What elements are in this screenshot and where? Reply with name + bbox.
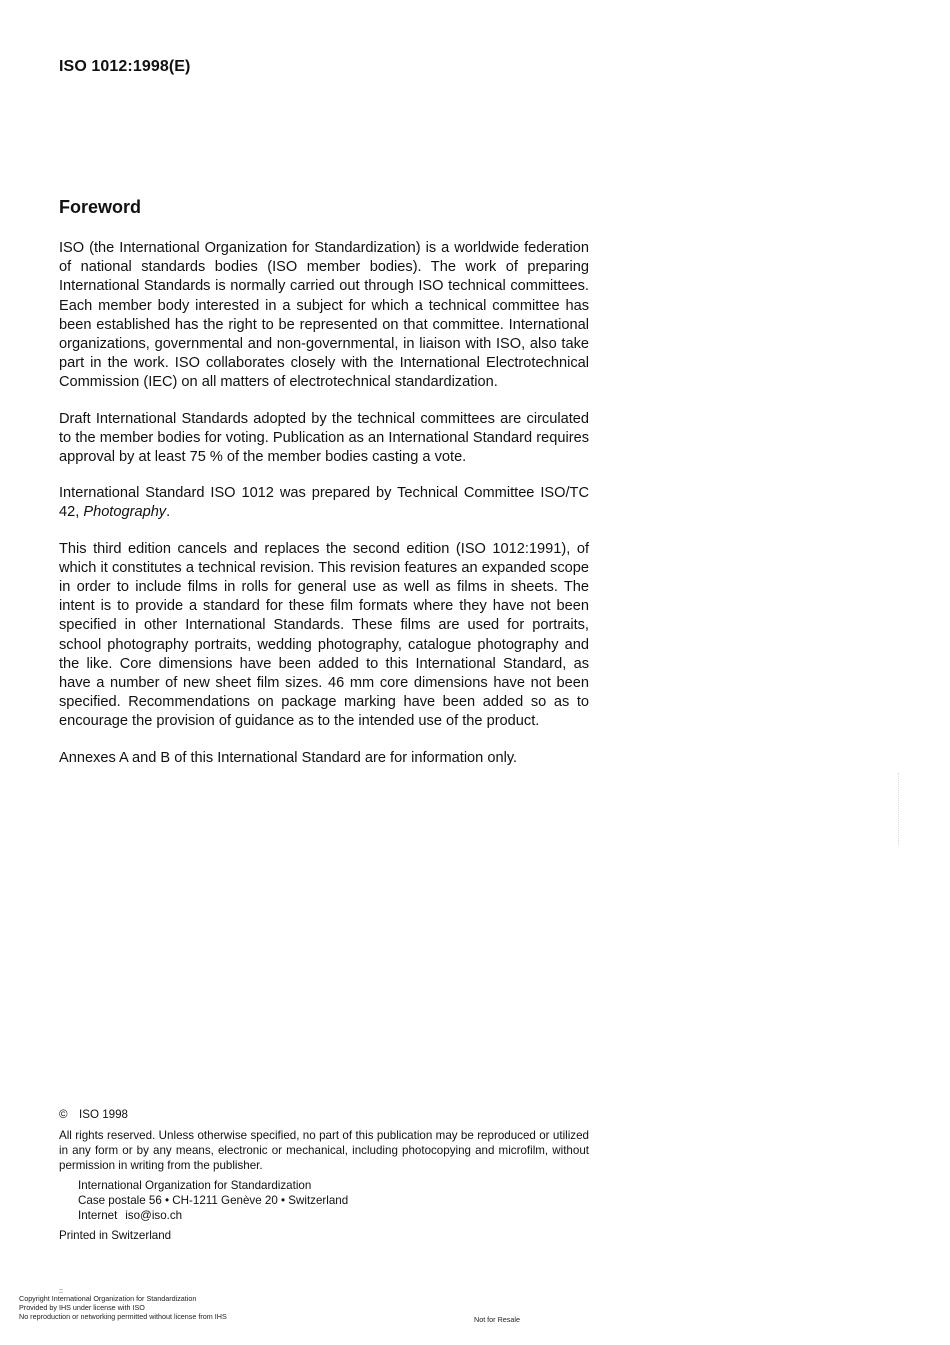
org-address: Case postale 56 • CH-1211 Genève 20 • Switzerland (78, 1194, 349, 1207)
footer-no-reproduction: No reproduction or networking permitted without license from IHS (19, 1312, 227, 1321)
committee-title: Photography (83, 504, 167, 521)
footer-dots: :: (59, 1286, 63, 1295)
paragraph-prepared-by (59, 484, 589, 522)
paragraph-edition-note: This third edition cancels and replaces the second edition (ISO 1012:1991), of which it constitutes a technical revision. This revision features an expanded scope in order to include films in rolls for general use as well as films in sheets. The intent is to provide a standard for these film formats where they have not been specified in other International Standards. These films are used for portraits, school photography portraits, wedding photography, catalogue photography and the like. Core dimensions have been added to this International Standard, as have a number of new sheet film sizes. 46 mm core dimensions have not been specified. Recommendations on package marking have been added so as to encourage the provision of guidance as to the intended use of the product. (59, 540, 589, 730)
margin-artifact (898, 773, 901, 845)
org-name: International Organization for Standardization (78, 1179, 312, 1192)
footer-copyright: Copyright International Organization for Standardization (19, 1294, 197, 1303)
rights-statement: All rights reserved. Unless otherwise specified, no part of this publication may be reproduced or utilized in any form or by any means, electronic or mechanical, including photocopying and microfilm, without permission in writing from the publisher. (59, 1129, 589, 1172)
paragraph-iso-intro: ISO (the International Organization for Standardization) is a worldwide federation of national standards bodies (ISO member bodies). The work of preparing International Standards is normally carried out through ISO technical committees. Each member body interested in a subject for which a technical committee has been established has the right to be represented on that committee. International organizations, governmental and non-governmental, in liaison with ISO, also take part in the work. ISO collaborates closely with the International Electrotechnical Commission (IEC) on all matters of electrotechnical standardization. (59, 240, 589, 391)
prepared-by-end: . (166, 504, 171, 521)
document-id: ISO 1012:1998(E) (59, 58, 191, 75)
prepared-by-text: International Standard ISO 1012 was prepared by Technical Committee ISO/TC 42, (59, 485, 589, 521)
internet-label: Internet (78, 1209, 118, 1222)
license-footer (19, 1287, 227, 1321)
paragraph-annexes: Annexes A and B of this International Standard are for information only. (59, 749, 518, 766)
paragraph-draft-standards: Draft International Standards adopted by the technical committees are circulated to the member bodies for voting. Publication as an International Standard requires approval by at least 75 % of the member bodies casting a vote. (59, 410, 589, 466)
foreword-body (59, 239, 589, 785)
copyright-block (59, 1107, 589, 1243)
copyright-symbol: © (59, 1108, 68, 1121)
copyright-notice (59, 1107, 589, 1122)
internet-email: iso@iso.ch (125, 1209, 183, 1222)
not-for-resale: Not for Resale (474, 1315, 520, 1324)
printed-location: Printed in Switzerland (59, 1229, 172, 1242)
footer-provided-by: Provided by IHS under license with ISO (19, 1303, 145, 1312)
section-title: Foreword (59, 197, 142, 217)
publisher-address (59, 1178, 589, 1223)
internet-line (78, 1208, 589, 1223)
copyright-year: ISO 1998 (79, 1108, 128, 1121)
